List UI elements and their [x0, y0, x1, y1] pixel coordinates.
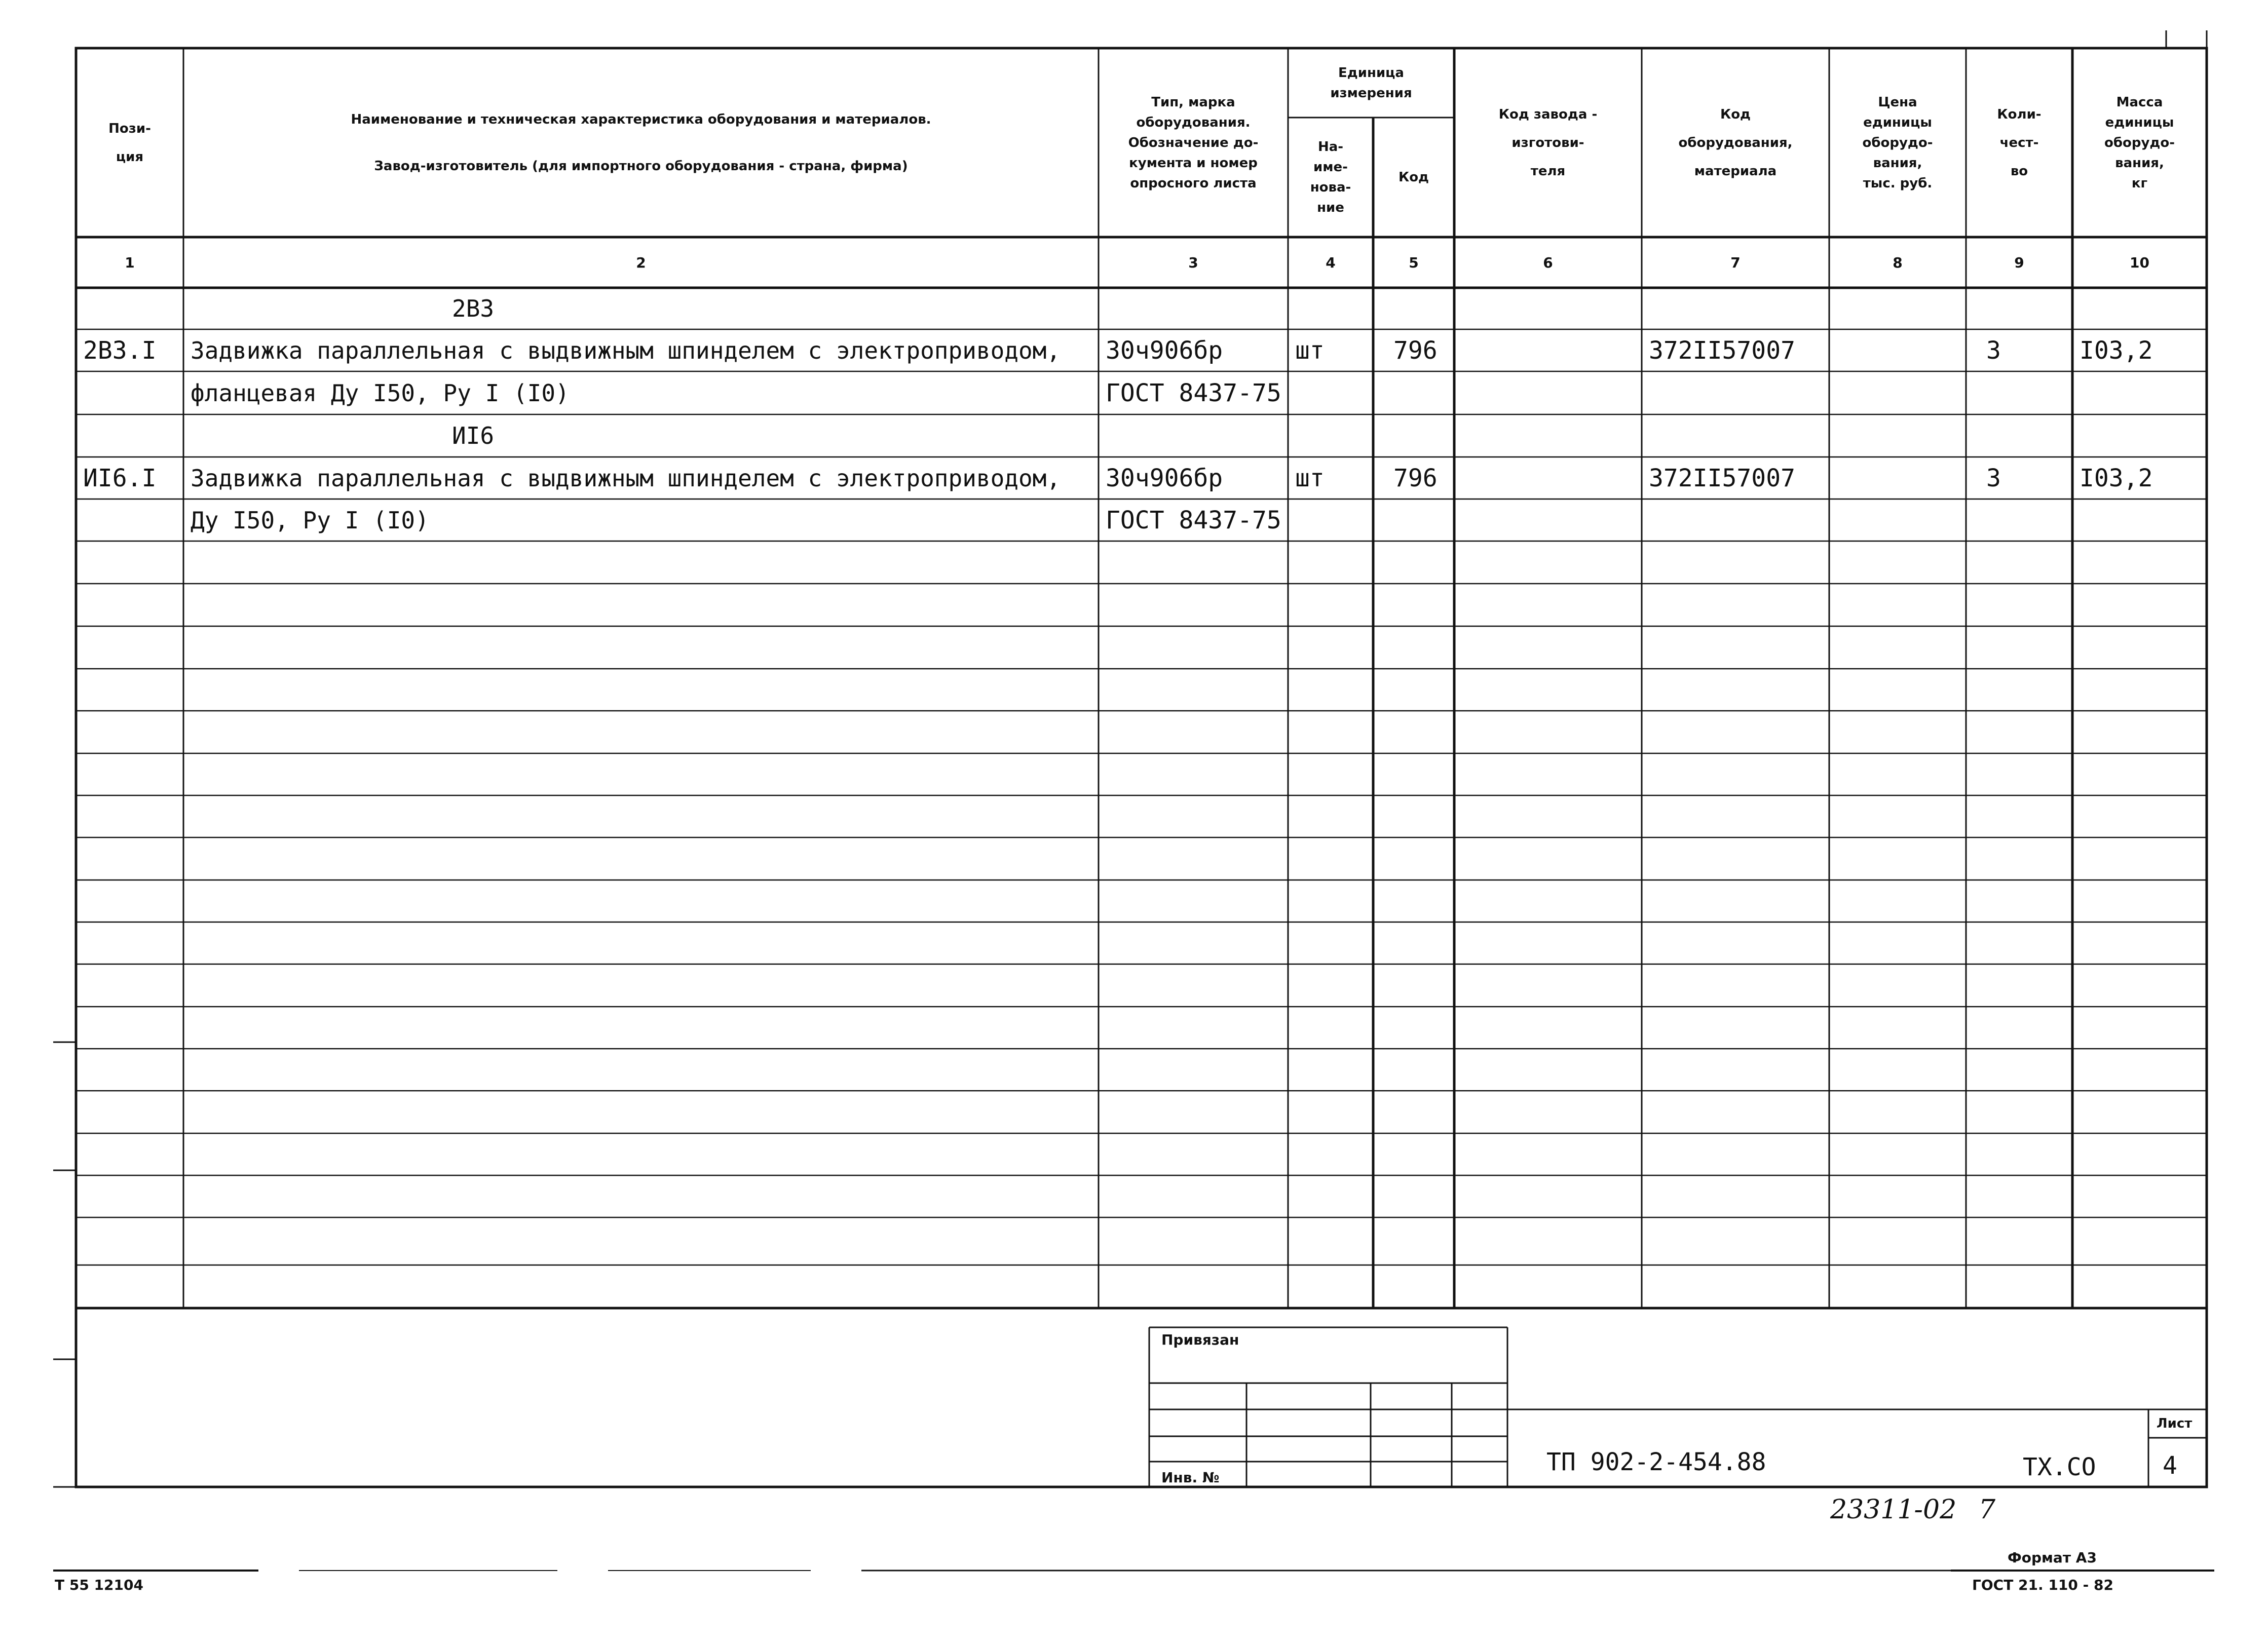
column-number-1: 1	[125, 254, 135, 271]
inventory-number-label: Инв. №	[1161, 1469, 1220, 1486]
row-unit-code	[1393, 371, 1464, 414]
row-mass	[2080, 499, 2204, 541]
sheet-number: 4	[2163, 1451, 2177, 1480]
row-factory-code	[1461, 371, 1639, 414]
row-quantity: 3	[1986, 336, 2001, 365]
header-unit-mass: Масса единицы оборудо- вания, кг	[2104, 94, 2175, 191]
row-name: 2В3	[452, 295, 495, 322]
row-quantity: 3	[1986, 464, 2001, 492]
row-equipment-code: 372II57007	[1649, 336, 1795, 365]
linked-label: Привязан	[1161, 1331, 1239, 1348]
row-equipment-code	[1649, 499, 1826, 541]
row-unit	[1295, 414, 1370, 457]
row-position	[83, 288, 180, 329]
row-unit: шт	[1295, 336, 1325, 365]
row-price	[1836, 329, 1963, 371]
row-quantity	[1986, 499, 2083, 541]
column-number-6: 6	[1543, 254, 1553, 271]
row-factory-code	[1461, 499, 1639, 541]
row-factory-code	[1461, 414, 1639, 457]
row-name: Ду I50, Ру I (I0)	[191, 506, 429, 534]
row-price	[1836, 499, 1963, 541]
row-position: ИI6.I	[83, 464, 157, 492]
handwritten-registration-number: 23311-02	[1830, 1495, 1957, 1525]
row-price	[1836, 414, 1963, 457]
row-mass: I03,2	[2080, 336, 2153, 365]
row-position: 2В3.I	[83, 336, 157, 365]
section-code: ТХ.СО	[2023, 1453, 2096, 1481]
gost-label: ГОСТ 21. 110 - 82	[1972, 1577, 2113, 1593]
row-unit	[1295, 288, 1370, 329]
row-mass	[2080, 414, 2204, 457]
row-type: ГОСТ 8437-75	[1106, 506, 1281, 534]
row-quantity	[1986, 288, 2083, 329]
row-quantity	[1986, 371, 2083, 414]
row-mass	[2080, 371, 2204, 414]
row-name: ИI6	[452, 422, 495, 449]
row-quantity	[1986, 414, 2083, 457]
header-unit-price: Цена единицы оборудо- вания, тыс. руб.	[1862, 94, 1933, 191]
row-type: 30ч906бр	[1106, 336, 1223, 365]
row-unit-code	[1393, 414, 1464, 457]
row-factory-code	[1461, 457, 1639, 499]
row-mass: I03,2	[2080, 464, 2153, 492]
column-number-4: 4	[1326, 254, 1336, 271]
row-unit	[1295, 371, 1370, 414]
row-unit-code	[1393, 288, 1464, 329]
row-equipment-code: 372II57007	[1649, 464, 1795, 492]
row-unit-code: 796	[1393, 464, 1438, 492]
column-number-8: 8	[1893, 254, 1903, 271]
format-label: Формат А3	[2008, 1549, 2097, 1566]
row-type: ГОСТ 8437-75	[1106, 378, 1281, 407]
header-quantity: Коли- чест- во	[1997, 106, 2042, 179]
column-number-5: 5	[1409, 254, 1419, 271]
header-unit-name: На- име- нова- ние	[1310, 139, 1351, 215]
row-type	[1106, 288, 1285, 329]
row-type: 30ч906бр	[1106, 464, 1223, 492]
column-number-9: 9	[2014, 254, 2024, 271]
row-price	[1836, 288, 1963, 329]
header-factory-code: Код завода - изготови- теля	[1498, 106, 1598, 179]
row-mass	[2080, 288, 2204, 329]
column-number-10: 10	[2130, 254, 2149, 271]
row-equipment-code	[1649, 371, 1826, 414]
column-number-3: 3	[1188, 254, 1198, 271]
column-number-7: 7	[1730, 254, 1741, 271]
document-code: ТП 902-2-454.88	[1546, 1448, 1766, 1476]
row-price	[1836, 457, 1963, 499]
header-unit-code: Код	[1398, 170, 1429, 185]
row-price	[1836, 371, 1963, 414]
header-position: Пози- ция	[108, 121, 151, 165]
handwritten-page-number: 7	[1979, 1495, 1996, 1525]
row-factory-code	[1461, 329, 1639, 371]
row-unit-code: 796	[1393, 336, 1438, 365]
row-type	[1106, 414, 1285, 457]
row-equipment-code	[1649, 414, 1826, 457]
header-unit-of-measure: Единица измерения	[1330, 65, 1412, 101]
header-equipment-code: Код оборудования, материала	[1678, 106, 1793, 179]
row-name: фланцевая Ду I50, Ру I (I0)	[191, 379, 570, 407]
header-type-brand: Тип, марка оборудования. Обозначение до- кумента и номер опросного листа	[1128, 94, 1259, 191]
header-name-and-characteristics: Наименование и техническая характеристика оборудования и материалов. Завод-изготовитель (для импортного оборудования - страна, фирма)	[351, 111, 931, 174]
row-name: Задвижка параллельная с выдвижным шпинделем с электроприводом,	[191, 464, 1061, 492]
row-unit: шт	[1295, 464, 1325, 492]
column-number-2: 2	[636, 254, 646, 271]
row-name: Задвижка параллельная с выдвижным шпинделем с электроприводом,	[191, 336, 1061, 364]
row-position	[83, 414, 180, 457]
row-equipment-code	[1649, 288, 1826, 329]
printer-code: Т 55 12104	[55, 1577, 143, 1593]
row-factory-code	[1461, 288, 1639, 329]
row-unit-code	[1393, 499, 1464, 541]
sheet-label: Лист	[2157, 1416, 2193, 1431]
row-unit	[1295, 499, 1370, 541]
row-position	[83, 499, 180, 541]
row-position	[83, 371, 180, 414]
